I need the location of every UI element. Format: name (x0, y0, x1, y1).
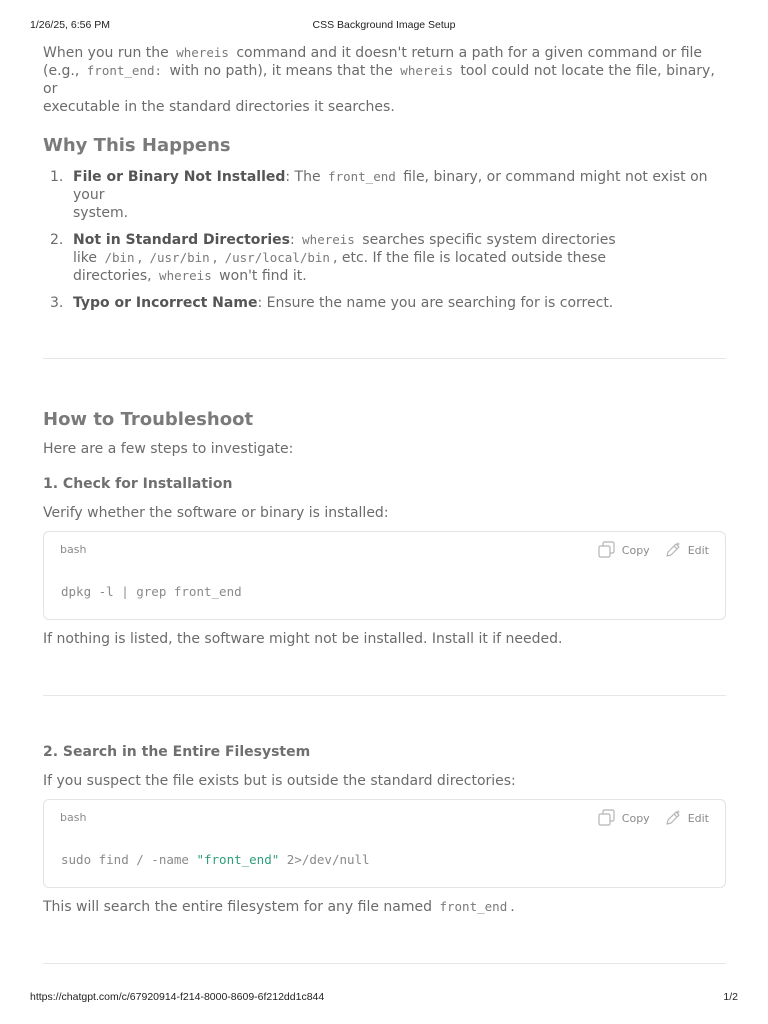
divider (43, 963, 726, 964)
copy-label: Copy (621, 811, 650, 825)
inline-code: /bin (104, 250, 135, 265)
print-datetime: 1/26/25, 6:56 PM (30, 19, 110, 31)
copy-icon (598, 541, 616, 559)
print-page-number: 1/2 (723, 991, 738, 1003)
code-string: "front_end" (196, 852, 280, 867)
list-item: 2. Not in Standard Directories: whereis searches specific system directories like /bin , /usr/bin , /usr/local/bin , etc. If the file is located outside these directories, whereis won't find it. (50, 232, 616, 284)
inline-code: whereis (159, 268, 212, 283)
list-item: 3. Typo or Incorrect Name: Ensure the name you are searching for is correct. (50, 295, 614, 311)
inline-code: /usr/local/bin (224, 250, 330, 265)
inline-code: front_end: (86, 63, 163, 78)
code-actions (598, 809, 709, 827)
step-2-after: This will search the entire filesystem for any file named front_end . (43, 899, 515, 915)
print-footer (30, 991, 738, 1005)
inline-code: front_end (439, 899, 508, 914)
code-actions (598, 541, 709, 559)
copy-button[interactable] (598, 541, 650, 559)
edit-label: Edit (687, 543, 709, 557)
divider (43, 358, 726, 359)
pencil-icon (664, 541, 682, 559)
edit-button[interactable] (664, 541, 709, 559)
copy-icon (598, 809, 616, 827)
code-line: sudo find / -name "front_end" 2>/dev/null (61, 852, 370, 867)
inline-code: whereis (176, 45, 229, 60)
conversation-content (43, 44, 726, 964)
heading-how-to-troubleshoot: How to Troubleshoot (43, 409, 254, 430)
edit-button[interactable] (664, 809, 709, 827)
copy-label: Copy (621, 543, 650, 557)
heading-step-1: 1. Check for Installation (43, 476, 233, 492)
copy-button[interactable] (598, 809, 650, 827)
step-1-description: Verify whether the software or binary is installed: (43, 505, 389, 521)
heading-step-2: 2. Search in the Entire Filesystem (43, 744, 311, 760)
divider (43, 695, 726, 696)
print-url: https://chatgpt.com/c/67920914-f214-8000-8609-6f212dd1c844 (30, 991, 325, 1003)
list-item: 1. File or Binary Not Installed: The front_end file, binary, or command might not exist on your system. (50, 169, 708, 221)
step-2-description: If you suspect the file exists but is outside the standard directories: (43, 773, 516, 789)
inline-code: whereis (302, 232, 355, 247)
heading-why-this-happens: Why This Happens (43, 135, 231, 156)
code-line: dpkg -l | grep front_end (61, 584, 242, 599)
code-language-label: bash (60, 811, 87, 824)
code-language-label: bash (60, 543, 87, 556)
reasons-list (43, 168, 726, 312)
code-block (43, 531, 726, 620)
troubleshoot-intro: Here are a few steps to investigate: (43, 441, 294, 457)
edit-label: Edit (687, 811, 709, 825)
print-header (30, 19, 738, 33)
pencil-icon (664, 809, 682, 827)
step-1-after: If nothing is listed, the software might not be installed. Install it if needed. (43, 631, 563, 647)
code-block (43, 799, 726, 888)
inline-code: whereis (400, 63, 453, 78)
print-title: CSS Background Image Setup (312, 19, 456, 31)
inline-code: /usr/bin (149, 250, 210, 265)
intro-paragraph: When you run the whereis command and it doesn't return a path for a given command or file (e.g., front_end: with no path), it means that the whereis tool could not locate the file, binary, or executable in the standard directories it searches. (43, 45, 715, 115)
inline-code: front_end (328, 169, 396, 184)
